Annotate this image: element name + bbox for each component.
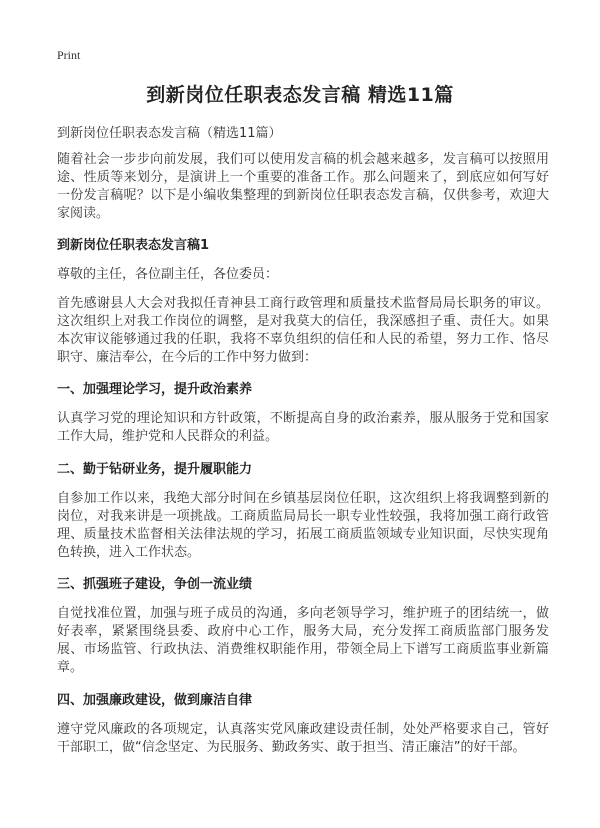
page-title: 到新岗位任职表态发言稿 精选11篇 [146,84,454,106]
intro-paragraph: 随着社会一步步向前发展，我们可以使用发言稿的机会越来越多，发言稿可以按照用途、性质等来划分，是演讲上一个重要的准备工作。那么问题来了，到底应如何写好一份发言稿呢？以下是小编收集整理的到新岗位任职表态发言稿，仅供参考，欢迎大家阅读。 [57,152,549,221]
print-link[interactable]: Print [57,48,81,62]
document-subtitle: 到新岗位任职表态发言稿（精选11篇） [57,126,282,141]
point-heading-3: 三、抓强班子建设，争创一流业绩 [57,577,253,592]
greeting-line: 尊敬的主任，各位副主任，各位委员： [57,267,279,282]
point-body-3: 自觉找准位置，加强与班子成员的沟通，多向老领导学习，维护班子的团结统一，做好表率，紧紧围绕县委、政府中心工作，服务大局，充分发挥工商质监部门服务发展、市场监管、行政执法、消费维权职能作用，带领全局上下谱写工商质监事业新篇章。 [57,606,549,675]
opening-paragraph: 首先感谢县人大会对我拟任青神县工商行政管理和质量技术监督局局长职务的审议。这次组织上对我工作岗位的调整，是对我莫大的信任，我深感担子重、责任大。如果本次审议能够通过我的任职，我将不辜负组织的信任和人民的希望，努力工作、恪尽职守、廉洁奉公，在今后的工作中努力做到： [57,296,549,365]
point-heading-1: 一、加强理论学习，提升政治素养 [57,382,253,397]
point-heading-4: 四、加强廉政建设，做到廉洁自律 [57,693,253,708]
section-heading: 到新岗位任职表态发言稿1 [57,238,210,253]
point-body-2: 自参加工作以来，我绝大部分时间在乡镇基层岗位任职，这次组织上将我调整到新的岗位，对我来讲是一项挑战。工商质监局局长一职专业性较强，我将加强工商行政管理、质量技术监督相关法律法规的学习，拓展工商质监领域专业知识面，尽快实现角色转换，进入工作状态。 [57,491,549,560]
point-body-4: 遵守党风廉政的各项规定，认真落实党风廉政建设责任制，处处严格要求自己，管好干部职工，做“信念坚定、为民服务、勤政务实、敢于担当、清正廉洁”的好干部。 [57,722,549,755]
point-body-1: 认真学习党的理论知识和方针政策，不断提高自身的政治素养，服从服务于党和国家工作大局，维护党和人民群众的利益。 [57,411,549,444]
point-heading-2: 二、勤于钻研业务，提升履职能力 [57,462,253,477]
